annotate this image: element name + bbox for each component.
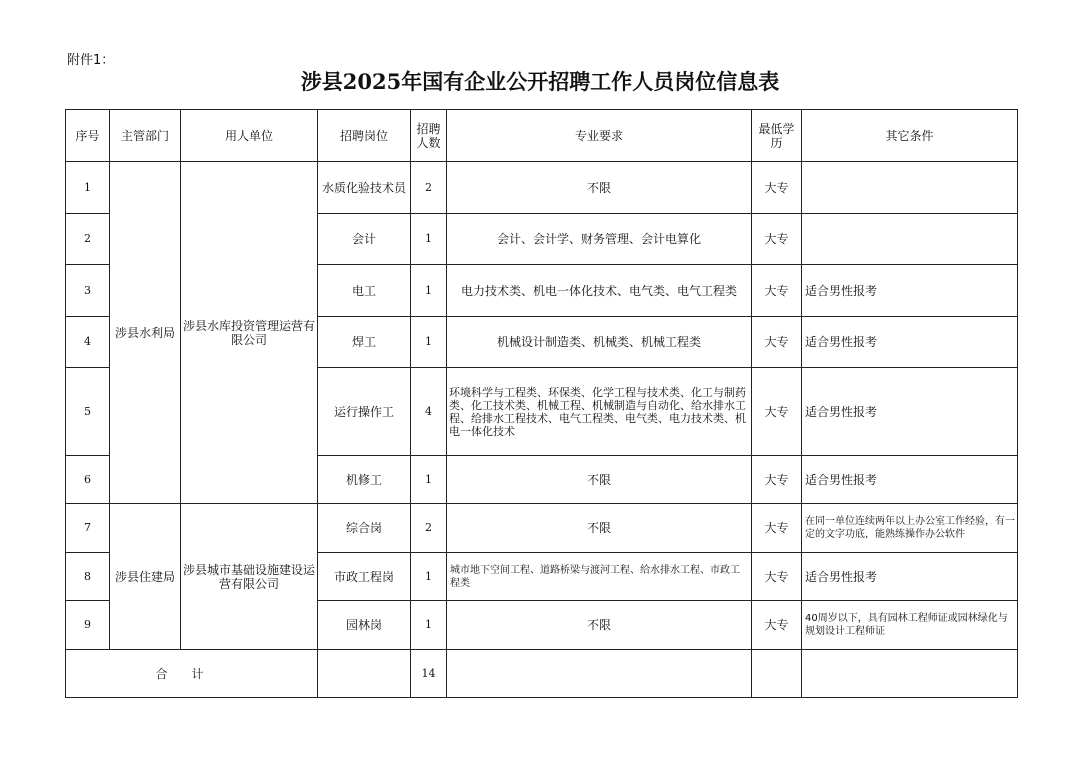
cell-major: 机械设计制造类、机械类、机械工程类 xyxy=(447,317,752,368)
cell-edu: 大专 xyxy=(752,553,802,601)
header-count: 招聘人数 xyxy=(411,110,447,162)
cell-position: 水质化验技术员 xyxy=(318,162,411,214)
cell-position: 会计 xyxy=(318,214,411,265)
cell-position: 机修工 xyxy=(318,456,411,504)
cell-count: 1 xyxy=(411,265,447,317)
cell-seq: 7 xyxy=(66,504,110,553)
cell-dept: 涉县水利局 xyxy=(110,162,181,504)
cell-major: 不限 xyxy=(447,504,752,553)
cell-position: 市政工程岗 xyxy=(318,553,411,601)
total-label: 合计 xyxy=(66,650,318,698)
cell-major: 不限 xyxy=(447,456,752,504)
cell-position: 综合岗 xyxy=(318,504,411,553)
cell-edu: 大专 xyxy=(752,504,802,553)
cell-count: 1 xyxy=(411,553,447,601)
cell-edu: 大专 xyxy=(752,214,802,265)
cell-position: 焊工 xyxy=(318,317,411,368)
cell-other xyxy=(802,162,1018,214)
cell-position: 运行操作工 xyxy=(318,368,411,456)
cell-other: 适合男性报考 xyxy=(802,456,1018,504)
total-empty xyxy=(447,650,752,698)
cell-seq: 6 xyxy=(66,456,110,504)
header-major: 专业要求 xyxy=(447,110,752,162)
table-row xyxy=(66,504,1018,553)
cell-other: 适合男性报考 xyxy=(802,265,1018,317)
header-dept: 主管部门 xyxy=(110,110,181,162)
header-position: 招聘岗位 xyxy=(318,110,411,162)
cell-other: 适合男性报考 xyxy=(802,317,1018,368)
cell-count: 2 xyxy=(411,162,447,214)
header-row xyxy=(66,110,1018,162)
header-seq: 序号 xyxy=(66,110,110,162)
cell-major: 会计、会计学、财务管理、会计电算化 xyxy=(447,214,752,265)
cell-count: 1 xyxy=(411,456,447,504)
cell-unit: 涉县城市基础设施建设运营有限公司 xyxy=(181,504,318,650)
cell-major: 环境科学与工程类、环保类、化学工程与技术类、化工与制药类、化工技术类、机械工程、机械制造与自动化、给水排水工程、给排水工程技术、电气工程类、电气类、电力技术类、机电一体化技术 xyxy=(447,368,752,456)
cell-count: 1 xyxy=(411,214,447,265)
cell-other: 适合男性报考 xyxy=(802,368,1018,456)
cell-major: 不限 xyxy=(447,601,752,650)
cell-major: 电力技术类、机电一体化技术、电气类、电气工程类 xyxy=(447,265,752,317)
cell-count: 1 xyxy=(411,601,447,650)
cell-seq: 1 xyxy=(66,162,110,214)
cell-seq: 5 xyxy=(66,368,110,456)
cell-count: 2 xyxy=(411,504,447,553)
total-empty xyxy=(318,650,411,698)
cell-count: 4 xyxy=(411,368,447,456)
cell-seq: 2 xyxy=(66,214,110,265)
total-empty xyxy=(752,650,802,698)
cell-other: 适合男性报考 xyxy=(802,553,1018,601)
cell-other: 在同一单位连续两年以上办公室工作经验，有一定的文字功底，能熟练操作办公软件 xyxy=(802,504,1018,553)
attachment-label: 附件1： xyxy=(67,53,115,68)
cell-unit: 涉县水库投资管理运营有限公司 xyxy=(181,162,318,504)
header-unit: 用人单位 xyxy=(181,110,318,162)
table-row xyxy=(66,162,1018,214)
cell-count: 1 xyxy=(411,317,447,368)
document-title: 涉县2025年国有企业公开招聘工作人员岗位信息表 xyxy=(300,69,780,94)
total-row xyxy=(66,650,1018,698)
cell-seq: 4 xyxy=(66,317,110,368)
header-edu: 最低学历 xyxy=(752,110,802,162)
cell-edu: 大专 xyxy=(752,317,802,368)
cell-edu: 大专 xyxy=(752,162,802,214)
cell-position: 电工 xyxy=(318,265,411,317)
cell-edu: 大专 xyxy=(752,456,802,504)
cell-seq: 8 xyxy=(66,553,110,601)
cell-other: 40周岁以下，具有园林工程师证或园林绿化与规划设计工程师证 xyxy=(802,601,1018,650)
cell-major: 城市地下空间工程、道路桥梁与渡河工程、给水排水工程、市政工程类 xyxy=(447,553,752,601)
position-table xyxy=(65,109,1018,698)
cell-edu: 大专 xyxy=(752,368,802,456)
cell-edu: 大专 xyxy=(752,265,802,317)
cell-seq: 9 xyxy=(66,601,110,650)
cell-dept: 涉县住建局 xyxy=(110,504,181,650)
cell-major: 不限 xyxy=(447,162,752,214)
cell-position: 园林岗 xyxy=(318,601,411,650)
header-other: 其它条件 xyxy=(802,110,1018,162)
cell-seq: 3 xyxy=(66,265,110,317)
cell-other xyxy=(802,214,1018,265)
cell-edu: 大专 xyxy=(752,601,802,650)
total-count: 14 xyxy=(411,650,447,698)
total-empty xyxy=(802,650,1018,698)
